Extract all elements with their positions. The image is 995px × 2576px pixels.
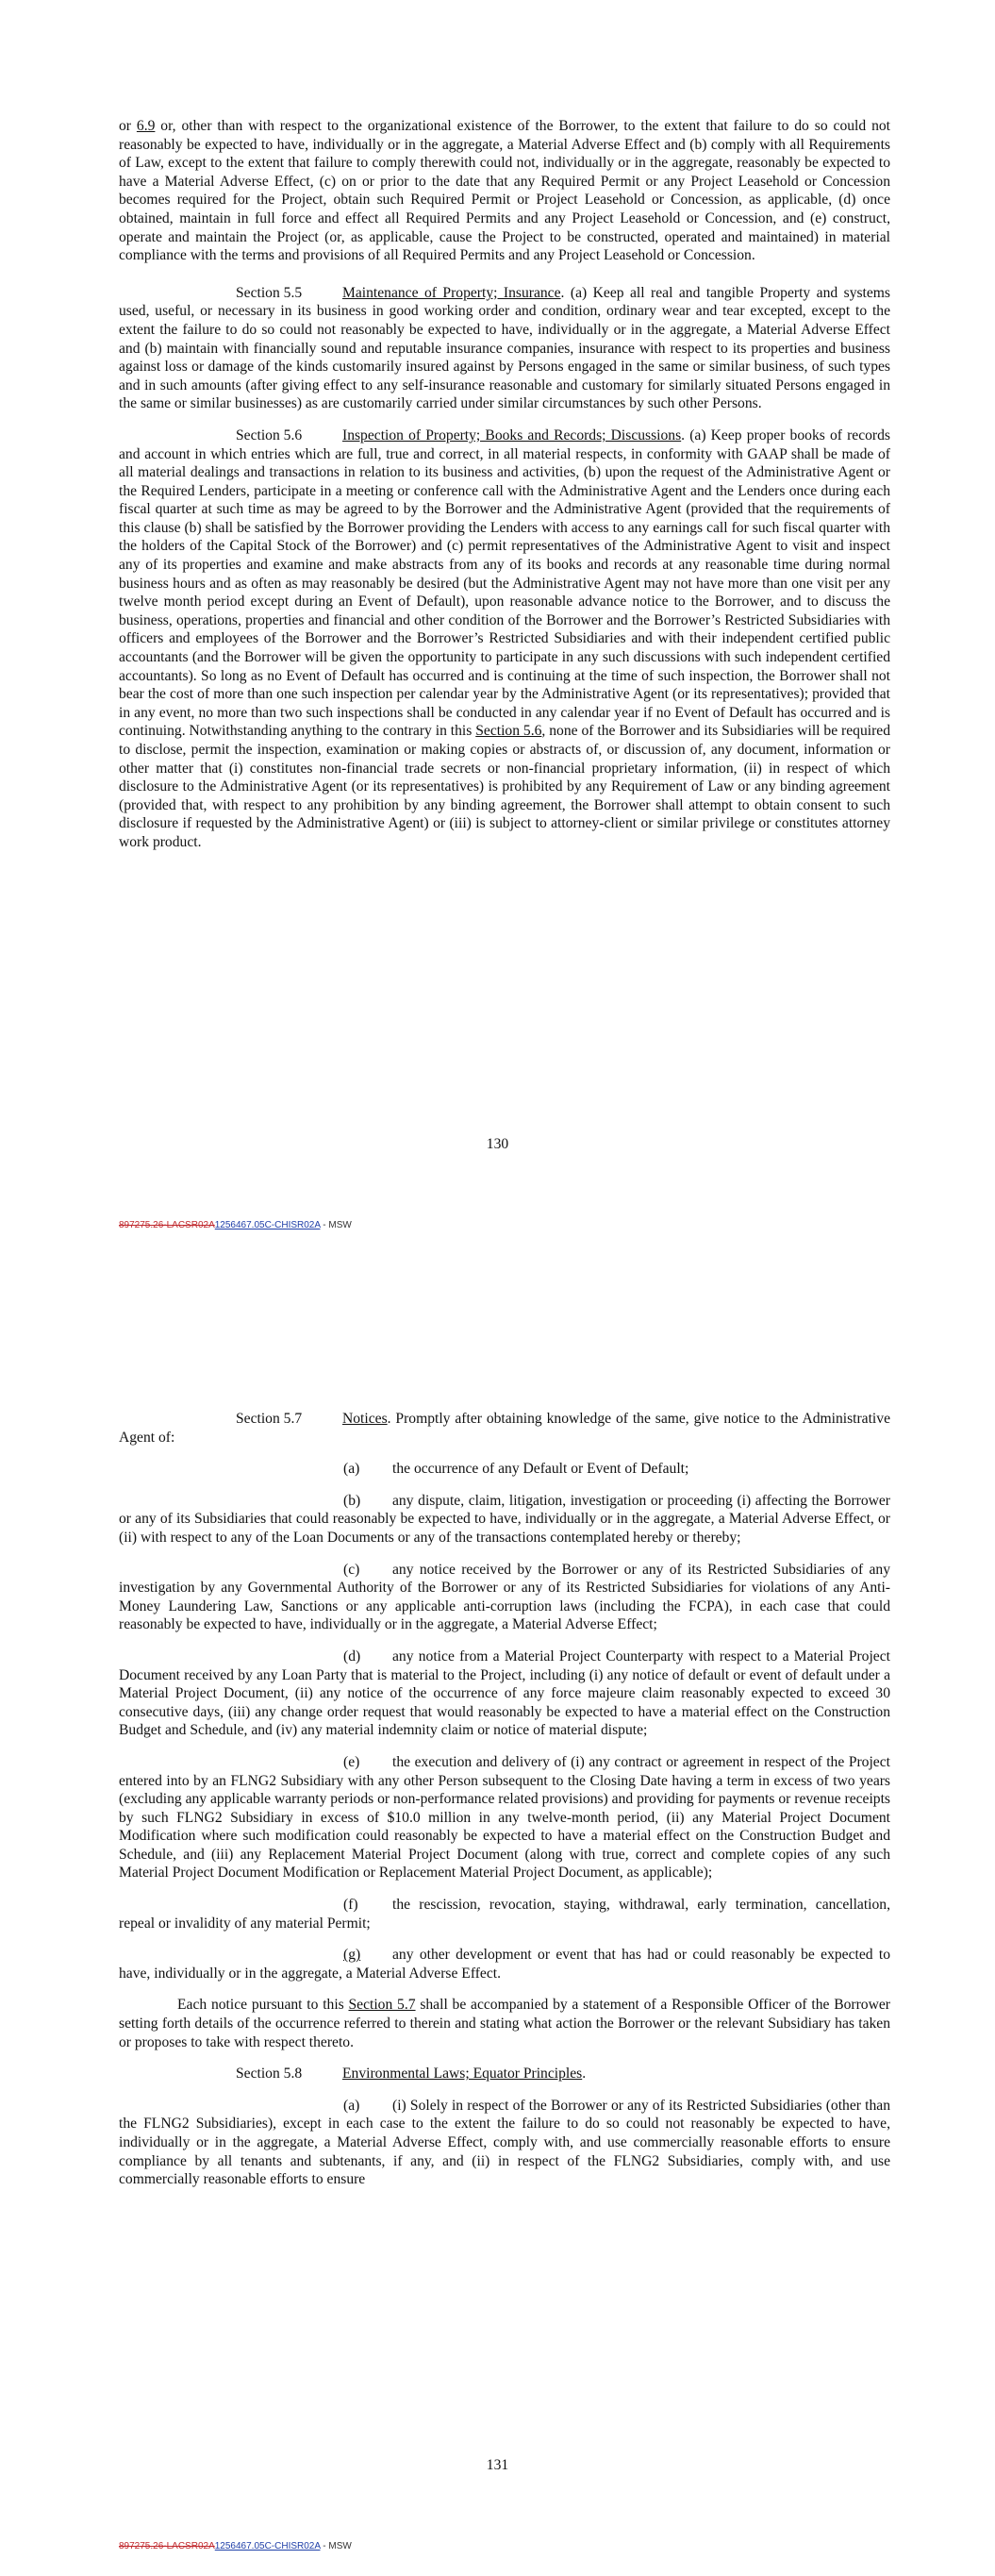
section-title: Maintenance of Property; Insurance <box>342 284 561 301</box>
document-page-130 <box>0 0 995 1264</box>
section-title: Notices <box>342 1411 388 1427</box>
item-label: (b) <box>343 1492 361 1509</box>
item-text: the rescission, revocation, staying, withdrawal, early termination, cancellation, repeal or invalidity of any material Permit; <box>119 1897 890 1932</box>
document-page-131 <box>0 1397 995 2576</box>
section-title: Inspection of Property; Books and Records; Discussions <box>342 427 682 443</box>
item-label: (a) <box>343 2097 360 2114</box>
item-text: any other development or event that has had or could reasonably be expected to have, individually or in the aggregate, a Material Adverse Effect. <box>119 1947 890 1982</box>
section-title: Environmental Laws; Equator Principles <box>342 2066 583 2083</box>
section-body: , none of the Borrower and its Subsidiaries will be required to disclose, permit the inspection, examination or making copies or abstracts of, or discussion of, any document, information or other matter that (i) constitutes non-financial trade secrets or non-financial proprietary information, (ii) in respect of which disclosure to the Administrative Agent (or its representatives) is prohibited by any Requirement of Law or any binding agreement (provided that, with respect to any prohibition by any binding agreement, the Borrower shall attempt to obtain consent to such disclosure if requested by the Administrative Agent) or (iii) is subject to attorney-client or similar privilege or constitutes attorney work product. <box>119 723 890 850</box>
section-5-8-item-a <box>119 2097 890 2189</box>
item-label: (a) <box>343 1461 360 1478</box>
item-text: any dispute, claim, litigation, investigation or proceeding (i) affecting the Borrower or any of its Subsidiaries that could reasonably be expected to have, individually or in the aggregate, a Material Adverse Effect, or (ii) with respect to any of the Loan Documents or any of the transactions contemplated hereby or thereby; <box>119 1492 890 1546</box>
text-run: . <box>582 2066 587 2083</box>
continued-paragraph <box>119 117 890 265</box>
item-label: (d) <box>343 1648 361 1664</box>
item-text: the execution and delivery of (i) any contract or agreement in respect of the Project entered into by an FLNG2 Subsidiary with any other Person subsequent to the Closing Date having a term in excess of two years (excluding any applicable warranty periods or non-performance related provisions) and providing for payments or revenue receipts by such FLNG2 Subsidiary in excess of $10.0 million in any twelve-month period, (ii) any Material Project Document Modification where such modification could reasonably be expected to have a material effect on the Construction Budget and Schedule, and (iii) any Replacement Material Project Document (along with true, correct and complete copies of any such Material Project Document Modification or Replacement Material Project Document, as applicable); <box>119 1753 890 1882</box>
section-body: . (a) Keep all real and tangible Property and systems used, useful, or necessary in its business in good working order and condition, ordinary wear and tear excepted, except to the extent the failure to do so could not reasonably be expected to have, individually or in the aggregate, a Material Adverse Effect and (b) maintain with financially sound and reputable insurance companies, insurance with respect to its properties and business against loss or damage of the kinds customarily insured against by Persons engaged in the same or similar business, of such types and in such amounts (after giving effect to any self-insurance reasonable and customary for similarly situated Persons engaged in the same or similar businesses) as are customarily carried under similar circumstances by such other Persons. <box>119 284 891 412</box>
document-footer <box>119 1220 352 1230</box>
item-text: any notice received by the Borrower or any of its Restricted Subsidiaries of any investigation by any Governmental Authority of the Borrower or any of its Restricted Subsidiaries for violations of any Anti-Money Laundering Law, Sanctions or any applicable anti-corruption laws (including the FCPA), in each case that could reasonably be expected to have, individually or in the aggregate, a Material Adverse Effect; <box>119 1561 890 1633</box>
item-label: (g) <box>343 1947 361 1964</box>
section-reference: Section 5.6 <box>475 723 542 740</box>
section-number: Section 5.8 <box>236 2066 303 2083</box>
notice-closing-paragraph <box>119 1996 890 2051</box>
section-5-8-heading <box>119 2065 890 2083</box>
footer-suffix: - MSW <box>320 2541 352 2551</box>
section-number: Section 5.6 <box>236 427 303 443</box>
section-number: Section 5.7 <box>236 1411 303 1427</box>
list-item <box>119 1492 890 1547</box>
item-label: (e) <box>343 1753 360 1770</box>
item-text: the occurrence of any Default or Event of Default; <box>392 1461 689 1478</box>
section-5-6-paragraph <box>119 427 890 852</box>
item-text: (i) Solely in respect of the Borrower or any of its Restricted Subsidiaries (other than the FLNG2 Subsidiaries), except in each case to the extent the failure to do so could not reasonably be expected to have, individually or in the aggregate, a Material Adverse Effect, comply with, and use commercially reasonable efforts to ensure compliance by all tenants and subtenants, if any, and (ii) in respect of the FLNG2 Subsidiaries, comply with, and use commercially reasonable efforts to ensure <box>119 2097 890 2188</box>
section-body: . Promptly after obtaining knowledge of the same, give notice to the Administrative Agent of: <box>119 1411 890 1446</box>
text-run: or <box>119 118 137 134</box>
list-item <box>119 1460 890 1479</box>
text-run: or, other than with respect to the organizational existence of the Borrower, to the extent that failure to do so could not reasonably be expected to have, individually or in the aggregate, a Material Adverse Effect and (b) comply with all Requirements of Law, except to the extent that failure to comply therewith could not, individually or in the aggregate, reasonably be expected to have a Material Adverse Effect, (c) on or prior to the date that any Required Permit or any Project Leasehold or Concession becomes required for the Project, obtain such Required Permit or Project Leasehold or Concession, as applicable, (d) once obtained, maintain in full force and effect all Required Permits and any Project Leasehold or Concession, and (e) construct, operate and maintain the Project (or, as applicable, cause the Project to be constructed, operated and maintained) in material compliance with the terms and provisions of all Required Permits and any Project Leasehold or Concession. <box>119 118 891 264</box>
list-item <box>119 1946 890 1982</box>
page-130-body <box>119 117 890 865</box>
item-label: (c) <box>343 1561 360 1578</box>
footer-inserted-id: 1256467.05C-CHISR02A <box>214 2541 321 2551</box>
list-item <box>119 1753 890 1882</box>
section-body: . (a) Keep proper books of records and account in which entries which are full, true and correct, in all material respects, in conformity with GAAP shall be made of all material dealings and transactions in relation to its business and activities, (b) upon the request of the Administrative Agent or the Required Lenders, participate in a meeting or conference call with the Administrative Agent and the Lenders once during each fiscal quarter at such time as may be agreed to by the Borrower and the Administrative Agent (provided that the requirements of this clause (b) shall be satisfied by the Borrower providing the Lenders with access to any earnings call for such fiscal quarter with the holders of the Capital Stock of the Borrower) and (c) permit representatives of the Administrative Agent to visit and inspect any of its properties and examine and make abstracts from any of its books and records at any reasonable time during normal business hours and as often as may reasonably be desired (but the Administrative Agent may not have more than one visit per any twelve month period except during an Event of Default), upon reasonable advance notice to the Borrower, and to discuss the business, operations, properties and financial and other condition of the Borrower and the Borrower’s Restricted Subsidiaries with officers and employees of the Borrower and the Borrower’s Restricted Subsidiaries and with their independent certified public accountants (and the Borrower will be given the opportunity to participate in any such discussions with such independent certified accountants). So long as no Event of Default has occurred and is continuing at the time of such inspection, the Borrower shall not bear the cost of more than one such inspection per calendar year by the Administrative Agent (or its representatives); provided that in any event, no more than two such inspections shall be conducted in any calendar year if no Event of Default has occurred and is continuing. Notwithstanding anything to the contrary in this <box>119 427 890 740</box>
item-text: any notice from a Material Project Counterparty with respect to a Material Project Document received by any Loan Party that is material to the Project, including (i) any notice of default or event of default under a Material Project Document, (ii) any notice of the occurrence of any force majeure claim reasonably expected to exceed 30 consecutive days, (iii) any change order request that would reasonably be expected to have a material effect on the Construction Budget and Schedule, and (iv) any material indemnity claim or notice of material dispute; <box>119 1648 890 1739</box>
page-131-body <box>119 1410 890 2202</box>
section-5-7-paragraph <box>119 1410 890 1447</box>
list-item <box>119 1648 890 1740</box>
footer-deleted-id: 897275.26-LACSR02A <box>119 1220 215 1230</box>
footer-inserted-id: 1256467.05C-CHISR02A <box>214 1220 321 1230</box>
text-run: shall be accompanied by a statement of a Responsible Officer of the Borrower setting forth details of the occurrence referred to therein and stating what action the Borrower or the relevant Subsidiary has taken or proposes to take with respect thereto. <box>119 1997 890 2050</box>
section-number: Section 5.5 <box>236 284 303 301</box>
list-item <box>119 1561 890 1634</box>
page-number: 131 <box>486 2457 509 2473</box>
document-footer <box>119 2541 352 2551</box>
list-item <box>119 1896 890 1932</box>
section-reference: 6.9 <box>136 118 156 134</box>
section-5-5-paragraph <box>119 284 890 413</box>
footer-deleted-id: 897275.26-LACSR02A <box>119 2541 215 2551</box>
section-reference: Section 5.7 <box>348 1997 416 2014</box>
page-number: 130 <box>486 1136 509 1152</box>
footer-suffix: - MSW <box>320 1220 352 1230</box>
text-run: Each notice pursuant to this <box>177 1997 349 2014</box>
item-label: (f) <box>343 1897 358 1914</box>
